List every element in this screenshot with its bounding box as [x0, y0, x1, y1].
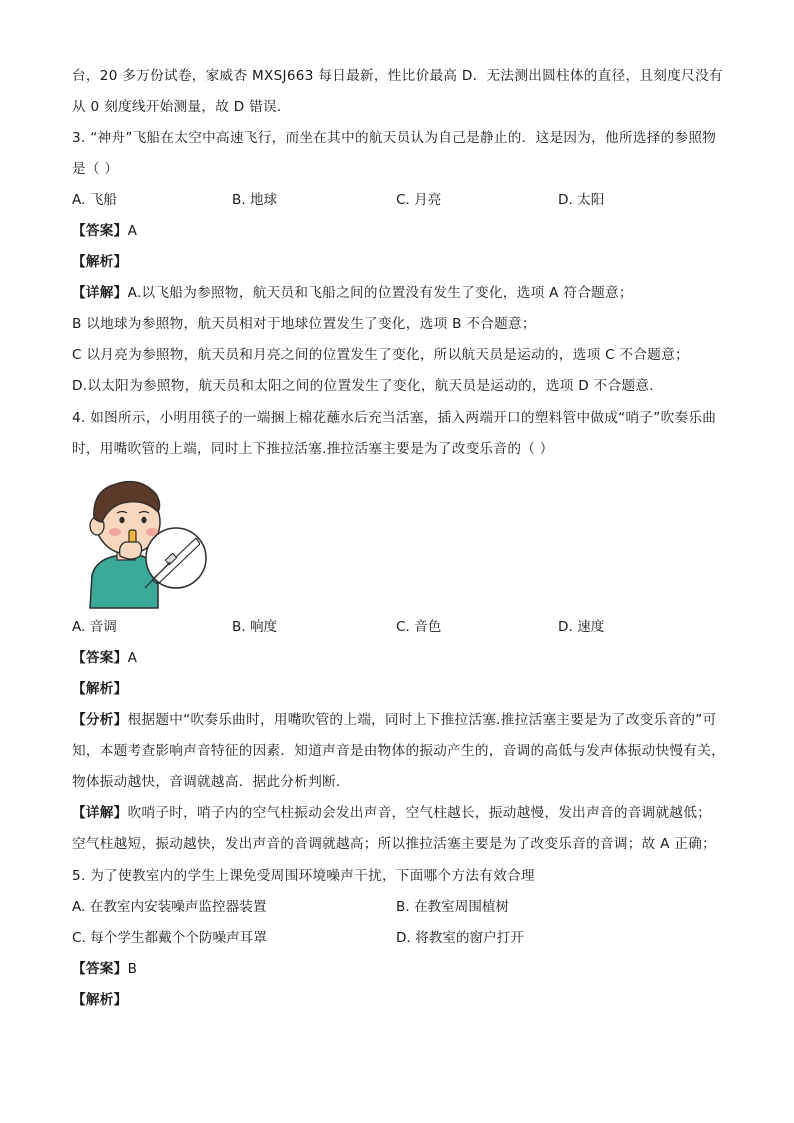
analysis-tag: 【解析】 — [72, 254, 128, 270]
question-4-stem-cont: 时，用嘴吹管的上端，同时上下推拉活塞.推拉活塞主要是为了改变乐音的（ ） — [72, 441, 554, 457]
q5-option-d: D. 将教室的窗户打开 — [396, 930, 524, 946]
detail-tag: 【详解】 — [72, 285, 128, 301]
answer-tag: 【答案】 — [72, 223, 128, 239]
q5-option-a: A. 在教室内安装噪声监控器装置 — [72, 899, 267, 915]
q5-analysis — [72, 990, 128, 1010]
q3-detail-line: B 以地球为参照物，航天员相对于地球位置发生了变化，选项 B 不合题意； — [72, 316, 536, 332]
q3-detail-line: D.以太阳为参照物，航天员和太阳之间的位置发生了变化，航天员是运动的，选项 D 不合题意． — [72, 378, 664, 394]
detail-tag: 【详解】 — [72, 805, 128, 821]
fenxi-text: 根据题中“吹奏乐曲时，用嘴吹管的上端，同时上下推拉活塞.推拉活塞主要是为了改变乐音的”可 — [127, 712, 717, 728]
q4-answer — [72, 648, 137, 668]
detail-text: A.以飞船为参照物，航天员和飞船之间的位置没有发生了变化，选项 A 符合题意； — [127, 285, 633, 301]
q4-fenxi-line — [72, 710, 717, 730]
question-4-stem: 4. 如图所示，小明用筷子的一端捆上棉花蘸水后充当活塞，插入两端开口的塑料管中做成“哨子”吹奏乐曲 — [72, 410, 717, 426]
q4-option-b: B. 响度 — [232, 619, 278, 635]
answer-value: B — [127, 961, 138, 977]
answer-value: A — [127, 223, 138, 239]
text-line: 从 0 刻度线开始测量，故 D 错误． — [72, 99, 291, 115]
q4-detail-line — [72, 803, 711, 823]
q3-answer — [72, 221, 137, 241]
q3-option-b: B. 地球 — [232, 192, 278, 208]
question-5-stem: 5. 为了使教室内的学生上课免受周围环境噪声干扰，下面哪个方法有效合理 — [72, 868, 535, 884]
q3-detail-line — [72, 283, 633, 303]
boy-whistle-illustration — [70, 470, 212, 610]
q3-option-d: D. 太阳 — [558, 192, 605, 208]
q5-option-b: B. 在教室周围植树 — [396, 899, 510, 915]
question-3-stem-cont: 是（ ） — [72, 161, 119, 177]
text-line: 台，20 多万份试卷，家威杏 MXSJ663 每日最新，性比价最高 D．无法测出圆柱体的直径，且刻度尺没有 — [72, 68, 723, 84]
q3-option-a: A. 飞船 — [72, 192, 117, 208]
q4-option-c: C. 音色 — [396, 619, 442, 635]
answer-tag: 【答案】 — [72, 650, 128, 666]
answer-value: A — [127, 650, 138, 666]
analysis-tag: 【解析】 — [72, 681, 128, 697]
q5-option-c: C. 每个学生都戴个个防噪声耳罩 — [72, 930, 267, 946]
q3-analysis — [72, 252, 128, 272]
answer-tag: 【答案】 — [72, 961, 128, 977]
q4-detail-line: 空气柱越短，振动越快，发出声音的音调就越高；所以推拉活塞主要是为了改变乐音的音调；故 A 正确； — [72, 836, 717, 852]
question-3-stem: 3. “神舟”飞船在太空中高速飞行，而坐在其中的航天员认为自己是静止的．这是因为，他所选择的参照物 — [72, 130, 717, 146]
q4-fenxi-line: 物体振动越快，音调就越高．据此分析判断． — [72, 774, 350, 790]
detail-text: 吹哨子时，哨子内的空气柱振动会发出声音，空气柱越长，振动越慢，发出声音的音调就越低； — [127, 805, 712, 821]
q3-option-c: C. 月亮 — [396, 192, 442, 208]
q5-answer — [72, 959, 137, 979]
q4-fenxi-line: 知，本题考查影响声音特征的因素．知道声音是由物体的振动产生的，音调的高低与发声体振动快慢有关， — [72, 743, 726, 759]
hand-shape — [120, 542, 142, 559]
q3-detail-line: C 以月亮为参照物，航天员和月亮之间的位置发生了变化，所以航天员是运动的，选项 C 不合题意； — [72, 347, 689, 363]
q4-option-d: D. 速度 — [558, 619, 605, 635]
q4-analysis — [72, 679, 128, 699]
fenxi-tag: 【分析】 — [72, 712, 128, 728]
analysis-tag: 【解析】 — [72, 992, 128, 1008]
q4-option-a: A. 音调 — [72, 619, 117, 635]
